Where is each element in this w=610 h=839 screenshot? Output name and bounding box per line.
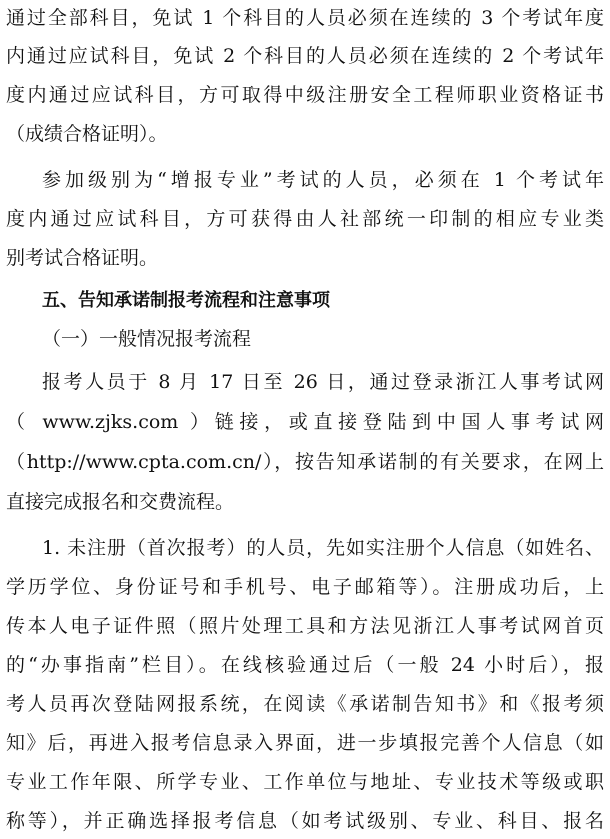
subsection-heading: （一）一般情况报考流程 — [42, 328, 252, 350]
paragraph-first-line: 报考人员于 8 月 17 日至 26 日，通过登录浙江人事考试网 — [42, 371, 604, 393]
text-line: （成绩合格证明）。 — [6, 123, 168, 145]
paragraph-first-line: 参加级别为“增报专业”考试的人员，必须在 1 个考试年 — [42, 169, 604, 191]
text-line: 传本人电子证件照（照片处理工具和方法见浙江人事考试网首页 — [6, 615, 604, 637]
text-line: 度内通过应试科目，方可取得中级注册安全工程师职业资格证书 — [6, 84, 604, 106]
text-line: 学历学位、身份证号和手机号、电子邮箱等）。注册成功后，上 — [6, 576, 604, 598]
text-line: 直接完成报名和交费流程。 — [6, 491, 235, 513]
text-line: 专业工作年限、所学专业、工作单位与地址、专业技术等级或职 — [6, 771, 604, 793]
text-line: 通过全部科目，免试 1 个科目的人员必须在连续的 3 个考试年度 — [6, 7, 604, 29]
section-heading: 五、告知承诺制报考流程和注意事项 — [42, 290, 330, 311]
text-line: （ www.zjks.com ）链接，或直接登陆到中国人事考试网 — [6, 411, 604, 433]
text-line: 别考试合格证明。 — [6, 247, 159, 269]
paragraph-first-line: 1. 未注册（首次报考）的人员，先如实注册个人信息（如姓名、 — [42, 537, 604, 559]
text-line: 考人员再次登陆网报系统，在阅读《承诺制告知书》和《报考须 — [6, 693, 604, 715]
text-line: 的“办事指南”栏目）。在线核验通过后（一般 24 小时后），报 — [6, 654, 604, 676]
text-line: （http://www.cpta.com.cn/），按告知承诺制的有关要求，在网上 — [6, 451, 604, 473]
text-line: 称等），并正确选择报考信息（如考试级别、专业、科目、报名 — [6, 810, 604, 832]
text-line: 内通过应试科目，免试 2 个科目的人员必须在连续的 2 个考试年 — [6, 45, 604, 67]
text-line: 知》后，再进入报考信息录入界面，进一步填报完善个人信息（如 — [6, 732, 604, 754]
text-line: 度内通过应试科目，方可获得由人社部统一印制的相应专业类 — [6, 208, 604, 230]
